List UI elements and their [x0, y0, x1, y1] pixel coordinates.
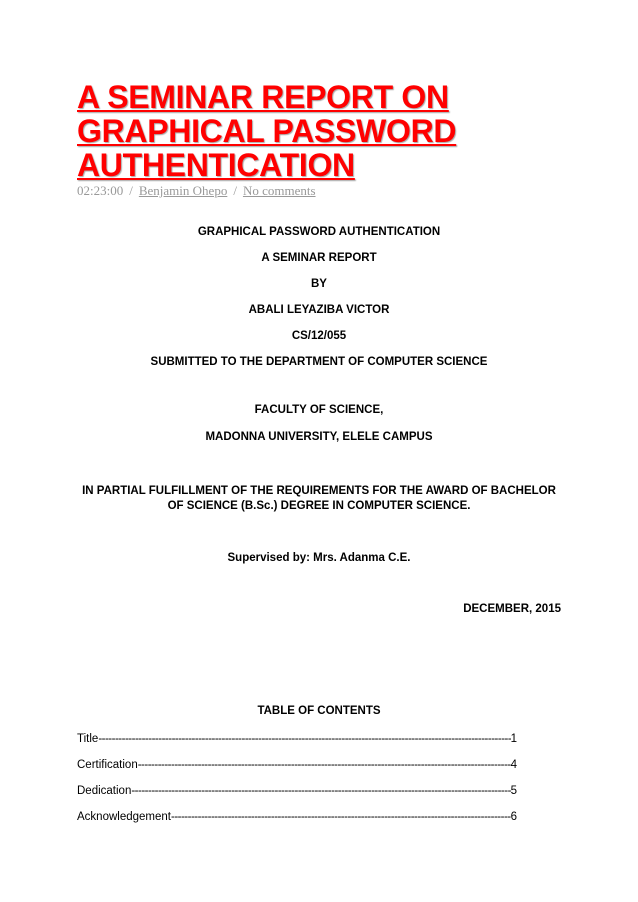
cover-fulfillment: IN PARTIAL FULFILLMENT OF THE REQUIREMENTS FOR THE AWARD OF BACHELOR OF SCIENCE (B.Sc.) DEGREE IN COMPUTER SCIENCE. [82, 485, 556, 512]
cover-report-title: GRAPHICAL PASSWORD AUTHENTICATION [197, 226, 441, 238]
post-meta [77, 183, 316, 199]
comments-link[interactable]: No comments [242, 183, 316, 198]
toc-entry [77, 807, 517, 823]
cover-supervisor: Supervised by: Mrs. Adanma C.E. [227, 552, 411, 564]
cover-report-type: A SEMINAR REPORT [261, 252, 377, 264]
toc-entry-page: 5 [510, 785, 517, 797]
toc-leader [131, 785, 510, 797]
cover-author-name: ABALI LEYAZIBA VICTOR [248, 304, 390, 316]
toc-entry-page: 6 [510, 811, 517, 823]
toc-entry-page: 4 [510, 759, 517, 771]
author-link[interactable]: Benjamin Ohepo [138, 183, 228, 198]
cover-faculty: FACULTY OF SCIENCE, [254, 404, 384, 416]
cover-date: DECEMBER, 2015 [463, 603, 561, 615]
toc-leader [171, 811, 511, 823]
cover-university: MADONNA UNIVERSITY, ELELE CAMPUS [205, 431, 433, 443]
toc-entry-page: 1 [510, 733, 517, 745]
toc-entry-label: Acknowledgement [77, 811, 171, 823]
toc-leader [98, 733, 510, 745]
cover-department: SUBMITTED TO THE DEPARTMENT OF COMPUTER SCIENCE [150, 356, 488, 368]
toc-entry [77, 729, 517, 745]
cover-by: BY [311, 278, 327, 290]
cover-matric-number: CS/12/055 [291, 330, 347, 342]
toc-heading: TABLE OF CONTENTS [257, 705, 381, 717]
meta-separator: / [233, 183, 237, 198]
toc-entry-label: Certification [77, 759, 138, 771]
post-time: 02:23:00 [77, 183, 124, 198]
post-title[interactable]: A SEMINAR REPORT ON GRAPHICAL PASSWORD AUTHENTICATION [77, 79, 457, 183]
toc-entry-label: Title [77, 733, 99, 745]
toc-entry [77, 781, 517, 797]
toc-entry [77, 755, 517, 771]
toc-entry-label: Dedication [77, 785, 132, 797]
toc-leader [138, 759, 511, 771]
meta-separator: / [129, 183, 133, 198]
